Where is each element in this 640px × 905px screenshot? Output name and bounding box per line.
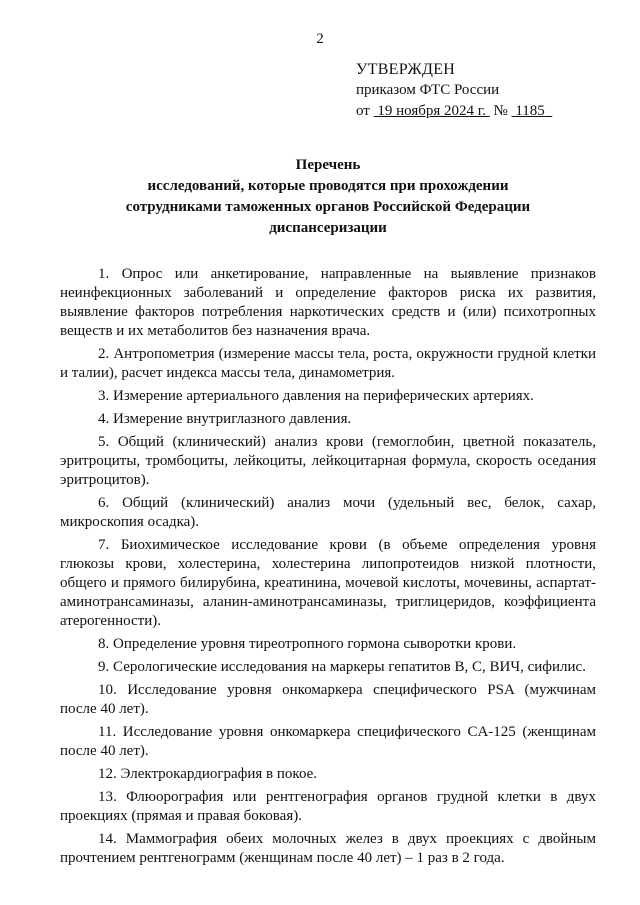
- research-list: [60, 265, 596, 872]
- list-item: 11. Исследование уровня онкомаркера специфического CA-125 (женщинам после 40 лет).: [60, 724, 596, 759]
- list-item: 3. Измерение артериального давления на периферических артериях.: [98, 388, 534, 404]
- list-item: 6. Общий (клинический) анализ мочи (удельный вес, белок, сахар, микроскопия осадка).: [60, 495, 596, 530]
- list-item: 13. Флюорография или рентгенография органов грудной клетки в двух проекциях (прямая и правая боковая).: [60, 789, 596, 824]
- title-line-4: диспансеризации: [269, 220, 387, 236]
- approval-heading: УТВЕРЖДЕН: [356, 61, 456, 78]
- list-item: 12. Электрокардиография в покое.: [98, 766, 318, 782]
- document-title: [60, 155, 596, 239]
- list-item: 8. Определение уровня тиреотропного гормона сыворотки крови.: [98, 636, 517, 652]
- approval-date-line: [356, 101, 616, 122]
- order-date: 19 ноября 2024 г.: [377, 103, 486, 119]
- list-item: 4. Измерение внутриглазного давления.: [98, 411, 352, 427]
- order-number: 1185: [515, 103, 545, 119]
- title-line-1: Перечень: [295, 157, 361, 173]
- title-line-2: исследований, которые проводятся при прохождении: [147, 178, 509, 194]
- list-item: 10. Исследование уровня онкомаркера специфического PSA (мужчинам после 40 лет).: [60, 682, 596, 717]
- list-item: 9. Серологические исследования на маркеры гепатитов B, C, ВИЧ, сифилис.: [98, 659, 586, 675]
- list-item: 5. Общий (клинический) анализ крови (гемоглобин, цветной показатель, эритроциты, тромбоциты, лейкоциты, лейкоцитарная формула, скорость оседания эритроцитов).: [60, 434, 596, 488]
- list-item: 1. Опрос или анкетирование, направленные на выявление признаков неинфекционных заболеваний и определение факторов риска их развития, выявление факторов потребления наркотических средств и (или) психотропных веществ и их метаболитов без назначения врача.: [60, 266, 596, 339]
- title-line-3: сотрудниками таможенных органов Российской Федерации: [125, 199, 531, 215]
- number-label: №: [493, 103, 508, 119]
- list-item: 14. Маммография обеих молочных желез в двух проекциях с двойным прочтением рентгенограмм (женщинам после 40 лет) – 1 раз в 2 года.: [60, 831, 596, 866]
- list-item: 2. Антропометрия (измерение массы тела, роста, окружности грудной клетки и талии), расчет индекса массы тела, динамометрия.: [60, 346, 596, 381]
- approval-order-line: приказом ФТС России: [356, 82, 500, 98]
- list-item: 7. Биохимическое исследование крови (в объеме определения уровня глюкозы крови, холестерина, холестерина липопротеидов низкой плотности, общего и прямого билирубина, креатинина, мочевой кислоты, мочевины, аспартат-аминотрансаминазы, аланин-аминотрансаминазы, триглицеридов, коэффициента атерогенности).: [60, 537, 596, 629]
- approval-block: [356, 59, 616, 122]
- from-label: от: [356, 103, 370, 119]
- page-number: 2: [316, 31, 324, 47]
